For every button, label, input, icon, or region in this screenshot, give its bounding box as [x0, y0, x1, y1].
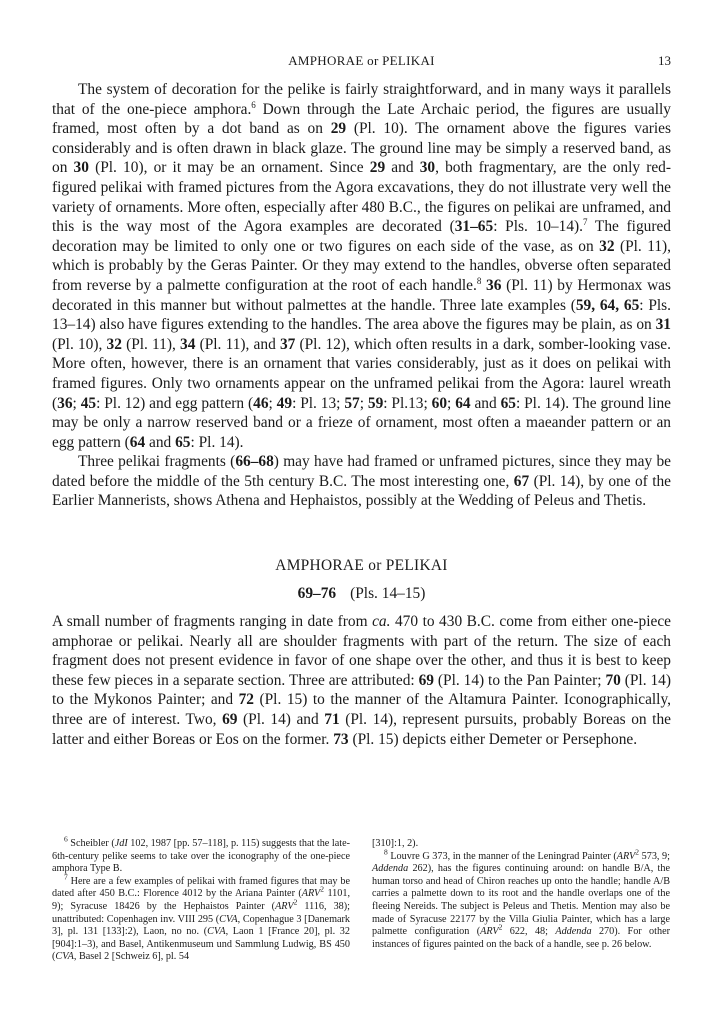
catalog-ref: 66–68: [235, 453, 274, 471]
catalog-ref: 59, 64, 65: [575, 296, 640, 314]
catalog-ref: 72: [238, 691, 254, 709]
catalog-ref: 67: [513, 472, 530, 490]
footnote-ref-7[interactable]: 7: [583, 217, 588, 228]
section-subheading: [52, 585, 671, 603]
catalog-ref: 36: [57, 394, 73, 412]
footnote-ref-8[interactable]: 8: [476, 275, 482, 286]
catalog-ref: 65: [500, 394, 516, 412]
page-number: 13: [658, 53, 671, 68]
catalog-ref: 49: [276, 394, 293, 412]
catalog-ref: 29: [330, 120, 347, 138]
catalog-ref: 34: [180, 335, 196, 353]
catalog-ref: 69: [222, 710, 238, 728]
footnote-7: $^7$ Here are a few examples of pelikai with framed figures that may be dated after 450 B.C.: Florence 4012 by the Ariana Painter (ARV$^2$ 1101, 9); Syracuse 18426 by the Hephaistos Painter (ARV$^2$ 1116, 38); unattributed: Copenhagen inv. VIII 295 (CVA, Copenhague 3 [Danemark 3], pl. 131 [133]:2), Laon, no no. (CVA, Laon 1 [France 20], pl. 32 [904]:1–3), and Basel, Antikenmuseum und Sammlung Ludwig, BS 450 (CVA, Basel 2 [Schweiz 6], pl. 54: [52, 872, 351, 963]
footnote-ref-6[interactable]: 6: [251, 99, 256, 110]
section-plates: (Pls. 14–15): [350, 585, 426, 602]
running-header: [52, 53, 671, 71]
section-text: [52, 612, 671, 749]
footnote-6: $^6$ Scheibler (JdI 102, 1987 [pp. 57–118], p. 115) suggests that the late-6th-century pelike seems to take over the iconography of the one-piece amphora Type B.: [52, 834, 350, 875]
paragraph-section: A small number of fragments ranging in date from ca. 470 to 430 B.C. come from either one-piece amphorae or pelikai. Nearly all are shoulder fragments with part of the return. The size of each fragment does not present evidence in favor of one shape over the other, and thus it is best to keep these few pieces in a separate section. Three are attributed: 69 (Pl. 14) to the Pan Painter; 70 (Pl. 14) to the Mykonos Painter; and 72 (Pl. 15) to the manner of the Altamura Painter. Iconographically, three are of interest. Two, 69 (Pl. 14) and 71 (Pl. 14), represent pursuits, probably Boreas on the latter and either Boreas or Eos on the former. 73 (Pl. 15) depicts either Demeter or Persephone.: [52, 613, 671, 748]
footnotes-right-column: [372, 838, 670, 951]
footnote-7-continued: [310]:1, 2).: [372, 838, 419, 849]
section-heading: AMPHORAE or PELIKAI: [275, 557, 448, 574]
main-text: [52, 80, 671, 511]
catalog-ref: 32: [599, 237, 615, 255]
catalog-ref: 64: [129, 433, 146, 451]
catalog-ref: 65: [175, 433, 191, 451]
running-title: AMPHORAE or PELIKAI: [288, 53, 435, 68]
catalog-ref: 45: [80, 394, 97, 412]
catalog-ref: 30: [419, 159, 436, 177]
catalog-ref: 60: [431, 394, 448, 412]
catalog-ref: 31: [655, 316, 671, 334]
catalog-ref: 31–65: [454, 218, 494, 236]
page: [52, 0, 671, 1024]
catalog-ref: 69: [418, 671, 434, 689]
footnote-8: $^8$ Louvre G 373, in the manner of the Leningrad Painter (ARV$^2$ 573, 9; Addenda 262), has the figures continuing around: on handle B/A, the human torso and head of Chiron reaches up onto the handle; handle A/B carries a palmette down to its root and the handle overlaps one of the fleeing Nereids. The subject is Peleus and Thetis. Mention may also be made of Syracuse 22177 by the Villa Giulia Painter, which has a large palmette configuration (ARV$^2$ 622, 48; Addenda 270). For other instances of figures painted on the back of a handle, see p. 26 below.: [372, 847, 670, 950]
paragraph-fragments: Three pelikai fragments (66–68) may have had framed or unframed pictures, since they may be dated before the middle of the 5th century B.C. The most interesting one, 67 (Pl. 14), by one of the Earlier Mannerists, shows Athena and Hephaistos, possibly at the Wedding of Peleus and Thetis.: [52, 453, 672, 510]
catalog-ref: 32: [106, 335, 122, 353]
catalog-ref: 29: [369, 159, 386, 177]
catalog-range: 69–76: [297, 585, 337, 602]
catalog-ref: 57: [344, 394, 360, 412]
catalog-ref: 73: [333, 730, 349, 748]
catalog-ref: 36: [486, 276, 502, 294]
catalog-ref: 30: [73, 159, 89, 177]
catalog-ref: 59: [367, 394, 384, 412]
footnotes-left-column: [52, 834, 351, 964]
catalog-ref: 37: [279, 335, 296, 353]
catalog-ref: 46: [253, 394, 269, 412]
catalog-ref: 70: [605, 671, 621, 689]
catalog-ref: 71: [324, 710, 340, 728]
paragraph-decoration: The system of decoration for the pelike is fairly straightforward, and in many ways it parallels that of the one-piece amphora.$^6$ Down through the Late Archaic period, the figures are usually framed, most often by a dot band as on 29 (Pl. 10). The ornament above the figures varies considerably and is often drawn in black glaze. The ground line may be simply a reserved band, as on 30 (Pl. 10), or it may be an ornament. Since 29 and 30, both fragmentary, are the only red-figured pelikai with framed pictures from the Agora excavations, they do not illustrate very well the variety of ornaments. More often, especially after 480 B.C., the figures on pelikai are unframed, and this is the way most of the Agora examples are decorated (31–65: Pls. 10–14).$^7$ The figured decoration may be limited to only one or two figures on each side of the vase, as on 32 (Pl. 11), which is probably by the Geras Painter. Or they may extend to the handles, obverse often separated from reverse by a palmette configuration at the root of each handle.$^8$ 36 (Pl. 11) by Hermonax was decorated in this manner but without palmettes at the handle. Three late examples (59, 64, 65: Pls. 13–14) also have figures extending to the handles. The area above the figures may be plain, as on 31 (Pl. 10), 32 (Pl. 11), 34 (Pl. 11), and 37 (Pl. 12), which often results in a dark, somber-looking vase. More often, however, there is an ornament that varies considerably, just as it does on pelikai with framed figures. Only two ornaments appear on the unframed pelikai from the Agora: laurel wreath (36; 45: Pl. 12) and egg pattern (46; 49: Pl. 13; 57; 59: Pl.13; 60; 64 and 65: Pl. 14). The ground line may be only a narrow reserved band or a frieze of ornament, most often a maeander pattern or an egg pattern (64 and 65: Pl. 14).: [52, 81, 672, 451]
catalog-ref: 64: [455, 394, 471, 412]
